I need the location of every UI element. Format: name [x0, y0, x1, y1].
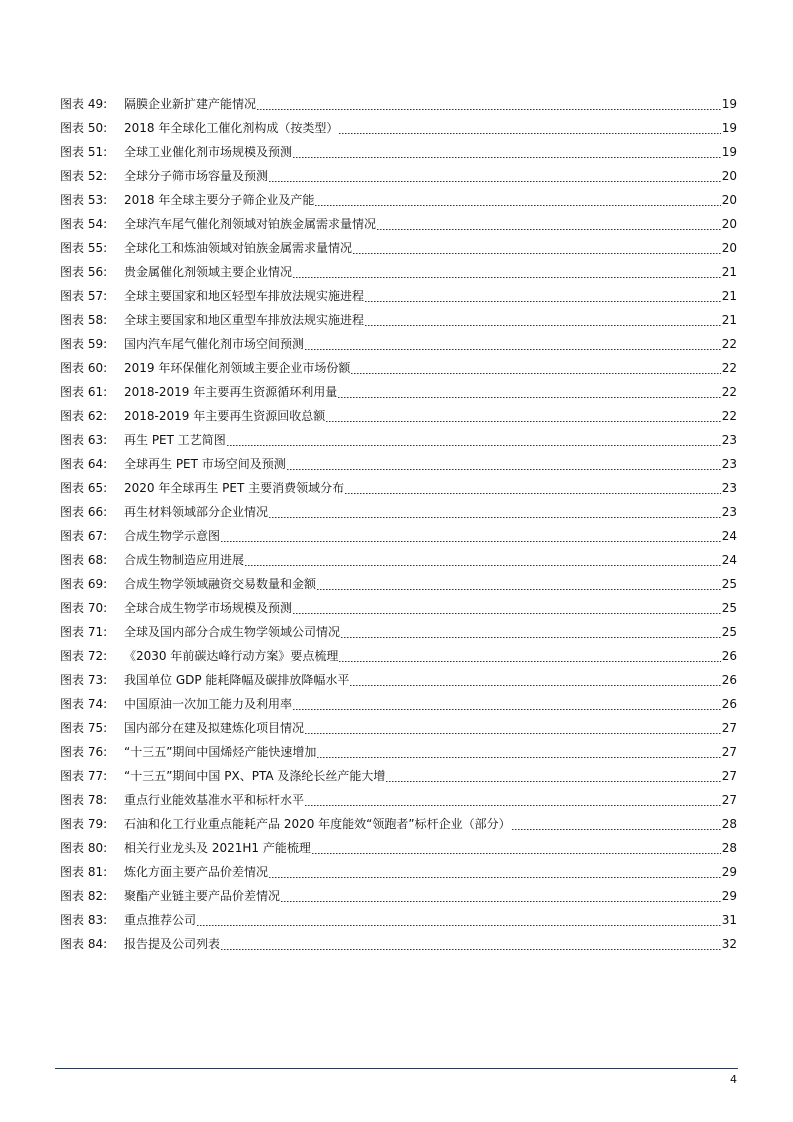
toc-entry-page[interactable]: 27 [721, 721, 737, 735]
toc-entry-page[interactable]: 25 [721, 577, 737, 591]
toc-entry-label: 图表 52: [60, 169, 108, 183]
toc-entry-label: 图表 53: [60, 193, 108, 207]
table-of-figures [60, 92, 737, 956]
dot-leader [293, 613, 721, 614]
toc-entry-title[interactable]: 国内部分在建及拟建炼化项目情况 [124, 721, 305, 735]
dot-leader [351, 373, 720, 374]
toc-entry-label: 图表 84: [60, 937, 108, 951]
dot-leader [386, 781, 720, 782]
dot-leader [269, 181, 721, 182]
toc-entry-label: 图表 81: [60, 865, 108, 879]
toc-entry-label: 图表 72: [60, 649, 108, 663]
toc-entry-label: 图表 80: [60, 841, 108, 855]
toc-entry-label: 图表 58: [60, 313, 108, 327]
dot-leader [338, 397, 720, 398]
dot-leader [339, 133, 720, 134]
dot-leader [305, 733, 721, 734]
toc-entry-label: 图表 61: [60, 385, 108, 399]
toc-entry-title[interactable]: 相关行业龙头及 2021H1 产能梳理 [124, 841, 311, 855]
toc-entry-label: 图表 66: [60, 505, 108, 519]
toc-entry-title[interactable]: 全球及国内部分合成生物学领域公司情况 [124, 625, 341, 639]
toc-entry-label: 图表 69: [60, 577, 108, 591]
toc-entry[interactable] [60, 476, 737, 500]
toc-entry-page[interactable]: 26 [721, 649, 737, 663]
toc-entry[interactable] [60, 428, 737, 452]
toc-entry[interactable] [60, 116, 737, 140]
toc-entry[interactable] [60, 140, 737, 164]
toc-entry-label: 图表 74: [60, 697, 108, 711]
toc-entry-page[interactable]: 19 [721, 121, 737, 135]
toc-entry-page[interactable]: 31 [721, 913, 737, 927]
toc-entry-title[interactable]: 2018-2019 年主要再生资源回收总额 [124, 409, 326, 423]
toc-entry[interactable] [60, 380, 737, 404]
toc-entry-label: 图表 68: [60, 553, 108, 567]
dot-leader [221, 949, 721, 950]
dot-leader [326, 421, 720, 422]
toc-entry-page[interactable]: 27 [721, 793, 737, 807]
toc-entry-label: 图表 63: [60, 433, 108, 447]
toc-entry[interactable] [60, 548, 737, 572]
toc-entry-title[interactable]: 合成生物学领域融资交易数量和金额 [124, 577, 317, 591]
toc-entry[interactable] [60, 524, 737, 548]
toc-entry[interactable] [60, 836, 737, 860]
toc-entry-title[interactable]: 全球工业催化剂市场规模及预测 [124, 145, 293, 159]
toc-entry-title[interactable]: 炼化方面主要产品价差情况 [124, 865, 269, 879]
toc-entry-title[interactable]: 全球再生 PET 市场空间及预测 [124, 457, 286, 471]
dot-leader [287, 469, 721, 470]
toc-entry-title[interactable]: 再生材料领域部分企业情况 [124, 505, 269, 519]
toc-entry-title[interactable]: 全球合成生物学市场规模及预测 [124, 601, 293, 615]
toc-entry-title[interactable]: 全球主要国家和地区轻型车排放法规实施进程 [124, 289, 365, 303]
toc-entry-page[interactable]: 32 [721, 937, 737, 951]
dot-leader [317, 589, 721, 590]
toc-entry-page[interactable]: 23 [721, 457, 737, 471]
toc-entry[interactable] [60, 164, 737, 188]
toc-entry-page[interactable]: 22 [721, 361, 737, 375]
toc-entry-label: 图表 76: [60, 745, 108, 759]
toc-entry-page[interactable]: 21 [721, 289, 737, 303]
toc-entry-page[interactable]: 24 [721, 529, 737, 543]
dot-leader [350, 685, 720, 686]
toc-entry-page[interactable]: 28 [721, 841, 737, 855]
toc-entry-title[interactable]: 全球主要国家和地区重型车排放法规实施进程 [124, 313, 365, 327]
toc-entry[interactable] [60, 884, 737, 908]
dot-leader [365, 301, 721, 302]
toc-entry-page[interactable]: 23 [721, 433, 737, 447]
toc-entry[interactable] [60, 356, 737, 380]
toc-entry-label: 图表 67: [60, 529, 108, 543]
toc-entry-title[interactable]: “十三五”期间中国 PX、PTA 及涤纶长丝产能大增 [124, 769, 386, 783]
dot-leader [377, 229, 721, 230]
toc-entry-label: 图表 71: [60, 625, 108, 639]
toc-entry-title[interactable]: 再生 PET 工艺简图 [124, 433, 226, 447]
dot-leader [293, 709, 721, 710]
toc-entry-label: 图表 56: [60, 265, 108, 279]
toc-entry[interactable] [60, 716, 737, 740]
dot-leader [269, 517, 721, 518]
toc-entry-title[interactable]: 2019 年环保催化剂领域主要企业市场份额 [124, 361, 351, 375]
toc-entry[interactable] [60, 572, 737, 596]
toc-entry-label: 图表 82: [60, 889, 108, 903]
toc-entry-title[interactable]: 2020 年全球再生 PET 主要消费领域分布 [124, 481, 345, 495]
toc-entry-title[interactable]: 聚酯产业链主要产品价差情况 [124, 889, 281, 903]
dot-leader [293, 277, 721, 278]
toc-entry-page[interactable]: 29 [721, 865, 737, 879]
toc-entry-title[interactable]: 《2030 年前碳达峰行动方案》要点梳理 [124, 649, 339, 663]
toc-entry[interactable] [60, 788, 737, 812]
toc-entry[interactable] [60, 740, 737, 764]
toc-entry-label: 图表 49: [60, 97, 108, 111]
toc-entry-label: 图表 54: [60, 217, 108, 231]
toc-entry[interactable] [60, 644, 737, 668]
toc-entry-label: 图表 73: [60, 673, 108, 687]
toc-entry-title[interactable]: 全球分子筛市场容量及预测 [124, 169, 269, 183]
toc-entry-page[interactable]: 22 [721, 337, 737, 351]
dot-leader [317, 757, 720, 758]
dot-leader [512, 829, 721, 830]
toc-entry-page[interactable]: 21 [721, 265, 737, 279]
dot-leader [281, 901, 721, 902]
toc-entry[interactable] [60, 284, 737, 308]
toc-entry-label: 图表 50: [60, 121, 108, 135]
toc-entry[interactable] [60, 212, 737, 236]
toc-entry-label: 图表 57: [60, 289, 108, 303]
toc-entry-page[interactable]: 21 [721, 313, 737, 327]
toc-entry[interactable] [60, 188, 737, 212]
footer-rule [55, 1068, 738, 1069]
toc-entry-page[interactable]: 28 [721, 817, 737, 831]
toc-entry-title[interactable]: 合成生物制造应用进展 [124, 553, 245, 567]
toc-entry-page[interactable]: 19 [721, 97, 737, 111]
dot-leader [353, 253, 721, 254]
toc-entry-page[interactable]: 25 [721, 601, 737, 615]
toc-entry[interactable] [60, 620, 737, 644]
page-number: 4 [730, 1073, 737, 1086]
dot-leader [312, 853, 721, 854]
toc-entry[interactable] [60, 860, 737, 884]
toc-entry-page[interactable]: 29 [721, 889, 737, 903]
toc-entry[interactable] [60, 764, 737, 788]
dot-leader [341, 637, 721, 638]
dot-leader [345, 493, 721, 494]
toc-entry-label: 图表 83: [60, 913, 108, 927]
toc-entry[interactable] [60, 692, 737, 716]
dot-leader [315, 205, 720, 206]
toc-entry-page[interactable]: 23 [721, 481, 737, 495]
toc-entry-label: 图表 75: [60, 721, 108, 735]
toc-entry-title[interactable]: 全球化工和炼油领域对铂族金属需求量情况 [124, 241, 353, 255]
toc-entry-title[interactable]: 隔膜企业新扩建产能情况 [124, 97, 257, 111]
toc-entry-title[interactable]: 贵金属催化剂领域主要企业情况 [124, 265, 293, 279]
toc-entry-label: 图表 51: [60, 145, 108, 159]
toc-entry-page[interactable]: 25 [721, 625, 737, 639]
toc-entry-page[interactable]: 24 [721, 553, 737, 567]
toc-entry[interactable] [60, 452, 737, 476]
toc-entry-label: 图表 78: [60, 793, 108, 807]
toc-entry-title[interactable]: “十三五”期间中国烯烃产能快速增加 [124, 745, 317, 759]
dot-leader [197, 925, 721, 926]
toc-entry-title[interactable]: 全球汽车尾气催化剂领域对铂族金属需求量情况 [124, 217, 377, 231]
toc-entry-page[interactable]: 20 [721, 193, 737, 207]
dot-leader [305, 805, 721, 806]
toc-entry-label: 图表 65: [60, 481, 108, 495]
toc-entry-label: 图表 55: [60, 241, 108, 255]
toc-entry[interactable] [60, 668, 737, 692]
toc-entry-title[interactable]: 2018 年全球化工催化剂构成（按类型） [124, 121, 339, 135]
dot-leader [305, 349, 721, 350]
toc-entry[interactable] [60, 260, 737, 284]
toc-entry-page[interactable]: 26 [721, 697, 737, 711]
dot-leader [365, 325, 721, 326]
toc-entry-page[interactable]: 22 [721, 385, 737, 399]
toc-entry-label: 图表 64: [60, 457, 108, 471]
toc-entry-page[interactable]: 27 [721, 769, 737, 783]
dot-leader [245, 565, 721, 566]
toc-entry-page[interactable]: 27 [721, 745, 737, 759]
toc-entry-page[interactable]: 23 [721, 505, 737, 519]
dot-leader [221, 541, 721, 542]
toc-entry-page[interactable]: 22 [721, 409, 737, 423]
toc-entry[interactable] [60, 404, 737, 428]
toc-entry[interactable] [60, 332, 737, 356]
toc-entry-page[interactable]: 26 [721, 673, 737, 687]
dot-leader [339, 661, 720, 662]
toc-entry-page[interactable]: 20 [721, 169, 737, 183]
toc-entry-label: 图表 79: [60, 817, 108, 831]
dot-leader [293, 157, 721, 158]
toc-entry-title[interactable]: 2018-2019 年主要再生资源循环利用量 [124, 385, 338, 399]
toc-entry[interactable] [60, 932, 737, 956]
toc-entry-label: 图表 77: [60, 769, 108, 783]
toc-entry[interactable] [60, 908, 737, 932]
toc-entry[interactable] [60, 308, 737, 332]
toc-entry-title[interactable]: 国内汽车尾气催化剂市场空间预测 [124, 337, 305, 351]
toc-entry[interactable] [60, 812, 737, 836]
toc-entry-title[interactable]: 石油和化工行业重点能耗产品 2020 年度能效“领跑者”标杆企业（部分） [124, 817, 511, 831]
toc-entry-label: 图表 60: [60, 361, 108, 375]
toc-entry-title[interactable]: 2018 年全球主要分子筛企业及产能 [124, 193, 315, 207]
toc-entry-title[interactable]: 合成生物学示意图 [124, 529, 221, 543]
toc-entry-label: 图表 59: [60, 337, 108, 351]
toc-entry-page[interactable]: 20 [721, 241, 737, 255]
toc-entry-title[interactable]: 我国单位 GDP 能耗降幅及碳排放降幅水平 [124, 673, 350, 687]
dot-leader [269, 877, 721, 878]
toc-entry[interactable] [60, 500, 737, 524]
toc-entry-label: 图表 62: [60, 409, 108, 423]
dot-leader [257, 109, 721, 110]
toc-entry[interactable] [60, 92, 737, 116]
toc-entry-title[interactable]: 重点行业能效基准水平和标杆水平 [124, 793, 305, 807]
toc-entry-page[interactable]: 20 [721, 217, 737, 231]
toc-entry-page[interactable]: 19 [721, 145, 737, 159]
toc-entry-title[interactable]: 重点推荐公司 [124, 913, 197, 927]
toc-entry-title[interactable]: 中国原油一次加工能力及利用率 [124, 697, 293, 711]
dot-leader [227, 445, 721, 446]
toc-entry[interactable] [60, 236, 737, 260]
toc-entry-title[interactable]: 报告提及公司列表 [124, 937, 221, 951]
toc-entry[interactable] [60, 596, 737, 620]
toc-entry-label: 图表 70: [60, 601, 108, 615]
